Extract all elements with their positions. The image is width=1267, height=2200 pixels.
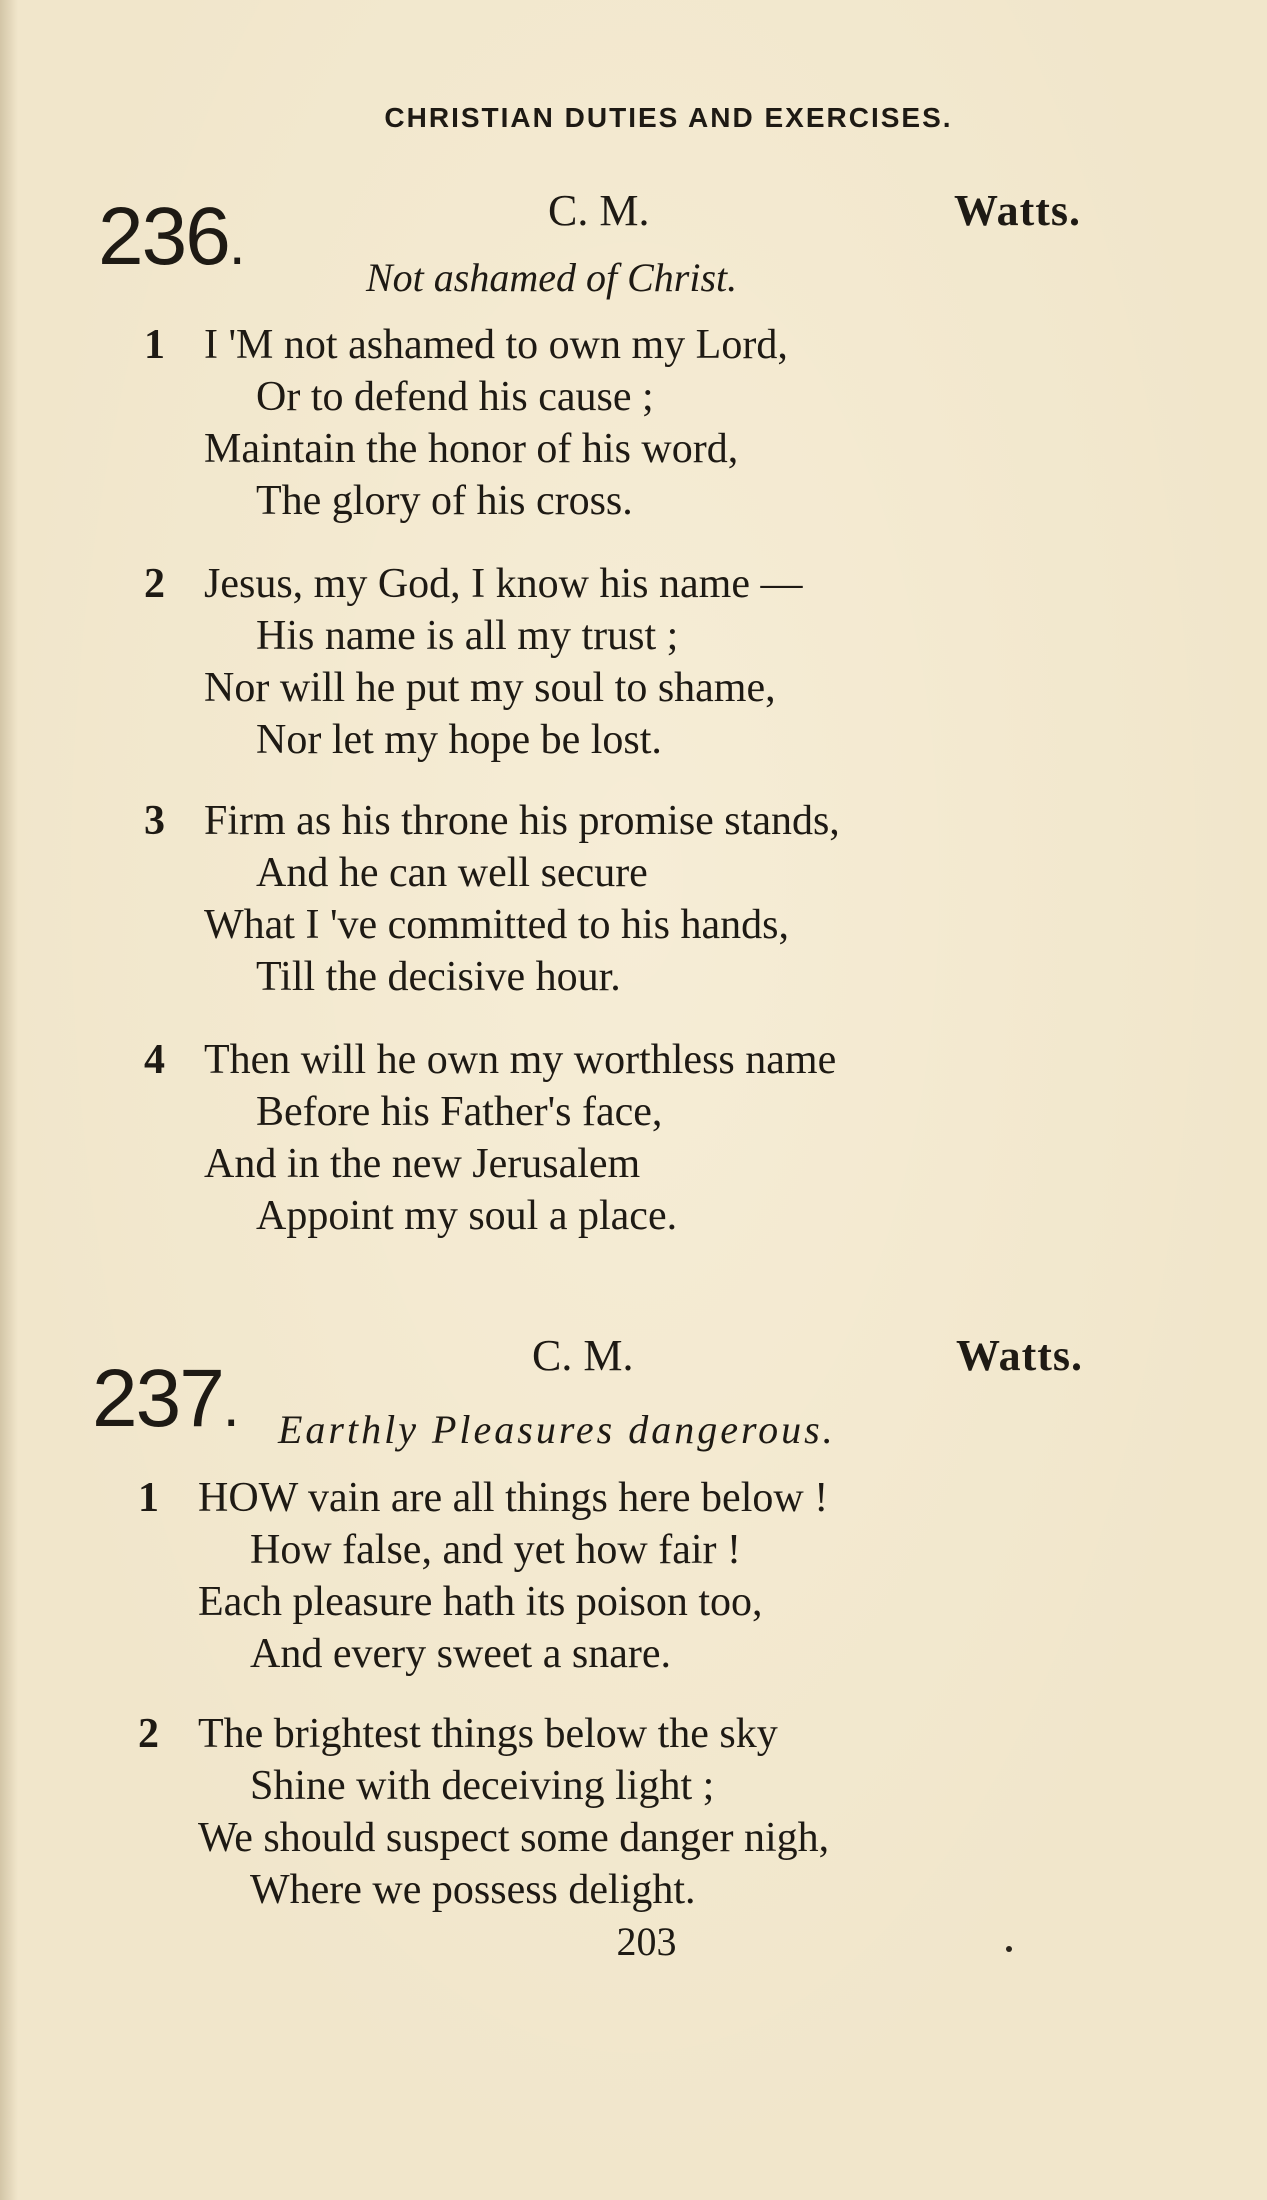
line-text: I 'M not ashamed to own my Lord, <box>204 322 788 368</box>
line-text: Shine with deceiving light ; <box>250 1763 715 1809</box>
ink-speck <box>1006 1946 1012 1952</box>
line-text: How false, and yet how fair ! <box>250 1527 741 1573</box>
line-text: The glory of his cross. <box>256 478 633 524</box>
line-text: Maintain the honor of his word, <box>204 426 739 472</box>
line-text: Firm as his throne his promise stands, <box>204 798 840 844</box>
stanza <box>144 795 840 1003</box>
line-text: HOW vain are all things here below ! <box>198 1475 829 1521</box>
stanza-line <box>142 1628 828 1680</box>
stanza <box>144 558 803 766</box>
stanza-line <box>148 714 802 766</box>
page-number: 203 <box>616 1919 677 1964</box>
stanza <box>138 1708 830 1916</box>
stanza-line <box>142 1576 828 1628</box>
hymn-subtitle: Not ashamed of Christ. <box>366 255 738 300</box>
stanza-line <box>148 610 802 662</box>
stanza-line <box>148 475 788 527</box>
line-text: And he can well secure <box>256 850 648 896</box>
stanza-number: 2 <box>138 1711 159 1757</box>
stanza-line <box>148 371 788 423</box>
hymn-number-dot: . <box>222 1372 238 1439</box>
stanza-line <box>144 1034 837 1086</box>
stanza-number: 1 <box>138 1475 159 1521</box>
stanza-line <box>148 951 840 1003</box>
line-text: Nor will he put my soul to shame, <box>204 665 776 711</box>
line-text: Then will he own my worthless name <box>204 1037 837 1083</box>
stanza <box>144 1034 837 1242</box>
stanza-number: 3 <box>144 798 165 844</box>
line-text: We should suspect some danger nigh, <box>198 1815 830 1861</box>
stanza-line <box>142 1812 829 1864</box>
stanza-line <box>148 662 802 714</box>
stanza-line <box>148 1138 836 1190</box>
hymn-author: Watts. <box>956 1331 1083 1380</box>
stanza <box>144 319 788 527</box>
line-text: And every sweet a snare. <box>250 1631 671 1677</box>
stanza <box>138 1472 829 1680</box>
stanza-number: 2 <box>144 561 165 607</box>
stanza-line <box>148 1086 836 1138</box>
line-text: Nor let my hope be lost. <box>256 717 662 763</box>
running-head: CHRISTIAN DUTIES AND EXERCISES. <box>384 102 953 133</box>
stanza-line <box>144 558 803 610</box>
stanza-line <box>148 423 788 475</box>
line-text: And in the new Jerusalem <box>204 1141 641 1187</box>
line-text: His name is all my trust ; <box>256 613 679 659</box>
stanza-line <box>144 795 840 847</box>
line-text: Each pleasure hath its poison too, <box>198 1579 763 1625</box>
stanza-line <box>138 1708 829 1760</box>
stanza-line <box>148 899 840 951</box>
line-text: Before his Father's face, <box>256 1089 663 1135</box>
stanza-line <box>144 319 788 371</box>
stanza-number: 4 <box>144 1037 165 1083</box>
stanza-line <box>148 847 840 899</box>
line-text: The brightest things below the sky <box>198 1711 778 1757</box>
hymn-number-text: 237 <box>92 1353 223 1444</box>
page-gutter-shadow <box>0 0 18 2200</box>
line-text: Where we possess delight. <box>250 1867 696 1913</box>
line-text: Till the decisive hour. <box>256 954 621 1000</box>
stanza-number: 1 <box>144 322 165 368</box>
stanza-line <box>142 1760 829 1812</box>
stanza-line <box>142 1864 829 1916</box>
stanza-line <box>142 1524 828 1576</box>
hymn-meter: C. M. <box>548 186 650 235</box>
hymn-number-dot: . <box>228 210 244 277</box>
line-text: Or to defend his cause ; <box>256 374 654 420</box>
hymn-number <box>92 1353 238 1447</box>
hymn-number <box>98 191 244 285</box>
hymn-subtitle: Earthly Pleasures dangerous. <box>278 1407 836 1452</box>
stanza-line <box>148 1190 836 1242</box>
hymn-author: Watts. <box>954 186 1081 235</box>
hymn-number-text: 236 <box>98 191 229 282</box>
stanza-line <box>138 1472 829 1524</box>
line-text: Appoint my soul a place. <box>256 1193 678 1239</box>
line-text: What I 've committed to his hands, <box>204 902 789 948</box>
hymn-meter: C. M. <box>532 1331 634 1380</box>
line-text: Jesus, my God, I know his name — <box>204 561 803 607</box>
